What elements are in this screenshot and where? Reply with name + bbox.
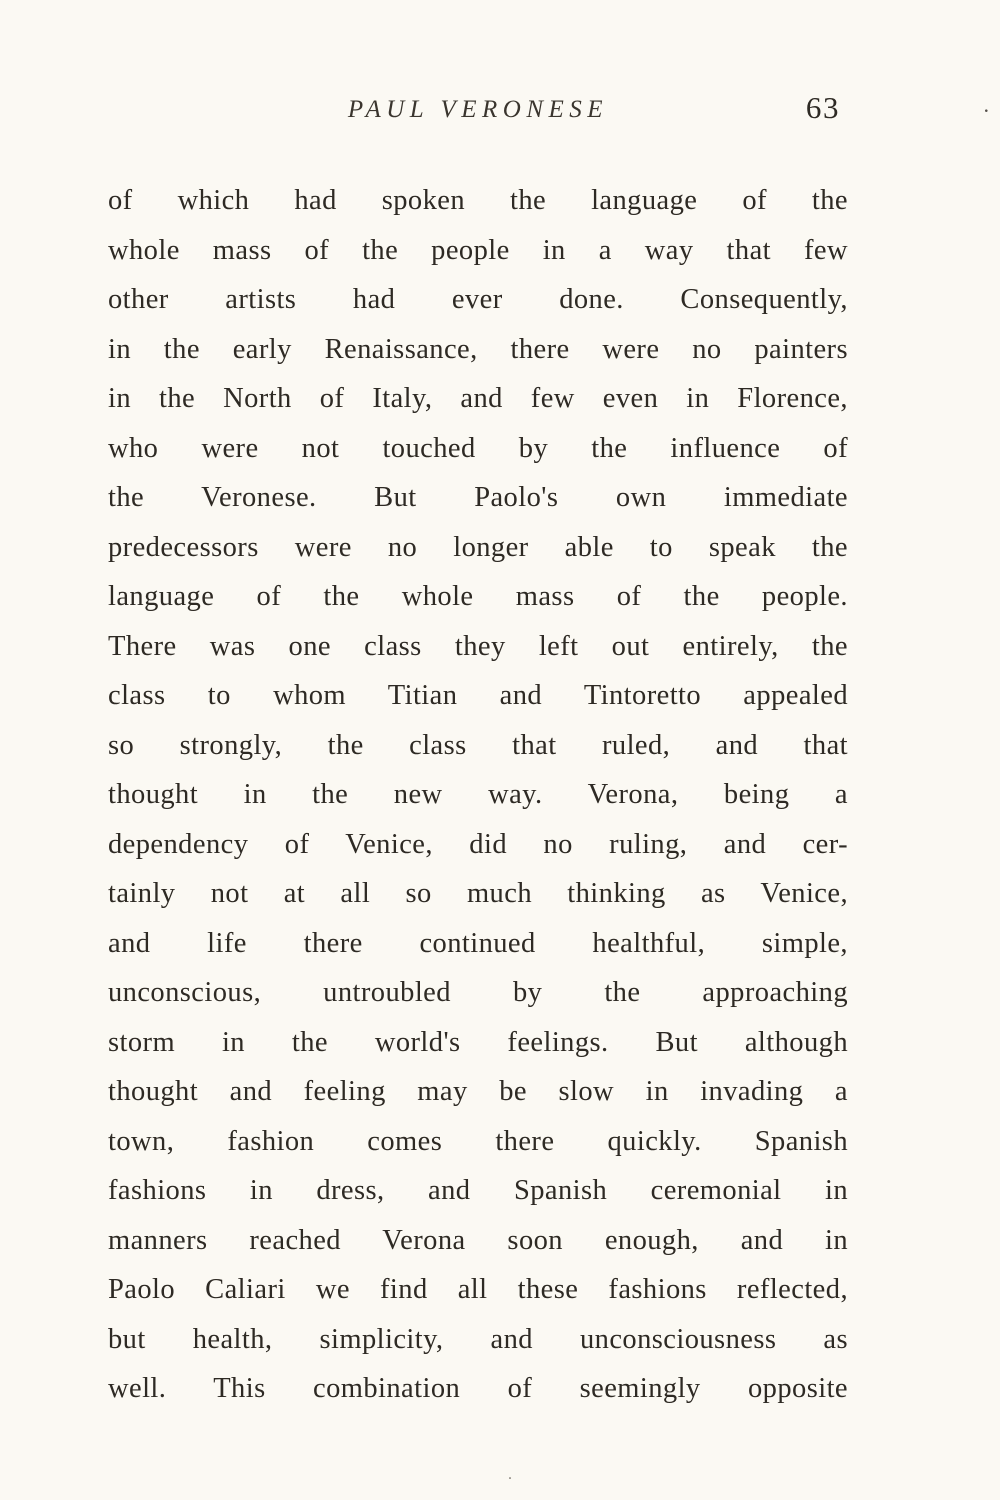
text-line: so strongly, the class that ruled, and that xyxy=(108,729,848,761)
text-line: the Veronese. But Paolo's own immediate xyxy=(108,482,848,513)
text-line: in the early Renaissance, there were no painters xyxy=(108,333,848,365)
text-line: class to whom Titian and Tintoretto appealed xyxy=(108,680,848,711)
text-line: Paolo Caliari we find all these fashions reflected, xyxy=(108,1274,848,1305)
text-line: other artists had ever done. Consequently, xyxy=(108,284,848,315)
scan-speck-top-right: · xyxy=(982,98,990,123)
scan-speck-bottom: . xyxy=(508,1466,512,1483)
text-line: manners reached Verona soon enough, and in xyxy=(108,1224,848,1256)
text-line: predecessors were no longer able to speak the xyxy=(108,531,848,563)
text-line: fashions in dress, and Spanish ceremonial in xyxy=(108,1175,848,1206)
text-line: language of the whole mass of the people. xyxy=(108,581,848,612)
text-line: thought in the new way. Verona, being a xyxy=(108,779,848,810)
running-title: PAUL VERONESE xyxy=(347,96,609,123)
page-number: 63 xyxy=(805,90,840,125)
text-line: but health, simplicity, and unconsciousness as xyxy=(108,1323,848,1355)
page-header xyxy=(108,90,848,140)
text-line: There was one class they left out entirely, the xyxy=(108,630,848,662)
text-line: and life there continued healthful, simple, xyxy=(108,927,848,959)
text-line: whole mass of the people in a way that few xyxy=(108,234,848,266)
text-line: of which had spoken the language of the xyxy=(108,185,848,216)
text-line: in the North of Italy, and few even in Florence, xyxy=(108,383,848,414)
text-column xyxy=(108,90,848,1414)
text-line: well. This combination of seemingly opposite xyxy=(108,1373,848,1404)
text-line: thought and feeling may be slow in invading a xyxy=(108,1076,848,1107)
text-line: who were not touched by the influence of xyxy=(108,432,848,464)
text-line: unconscious, untroubled by the approaching xyxy=(108,977,848,1008)
text-line: dependency of Venice, did no ruling, and cer- xyxy=(108,828,848,860)
body-text xyxy=(108,176,848,1414)
text-line: tainly not at all so much thinking as Venice, xyxy=(108,878,848,909)
text-line: storm in the world's feelings. But although xyxy=(108,1026,848,1058)
text-line: town, fashion comes there quickly. Spanish xyxy=(108,1125,848,1157)
